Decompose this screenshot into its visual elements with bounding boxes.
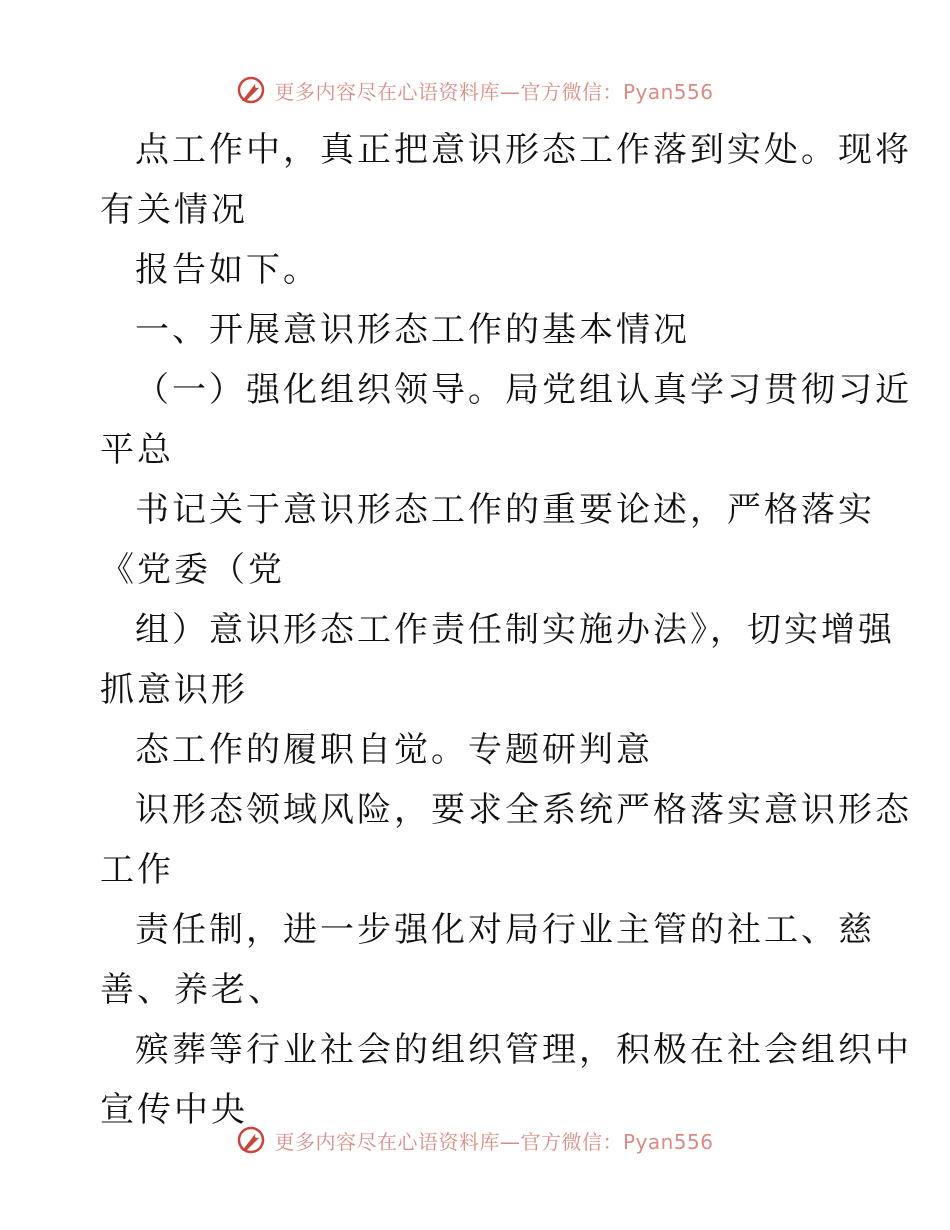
pen-nib-logo-icon: [236, 1125, 266, 1155]
text-line: （一）强化组织领导。局党组认真学习贯彻习近: [135, 370, 912, 410]
text-line: 善、养老、: [100, 970, 285, 1010]
text-line: 点工作中，真正把意识形态工作落到实处。现将: [135, 130, 912, 170]
text-line: 抓意识形: [100, 670, 248, 710]
text-line: 识形态领域风险，要求全系统严格落实意识形态: [135, 790, 912, 830]
text-line: 工作: [100, 850, 174, 890]
text-line: 宣传中央: [100, 1090, 248, 1130]
text-line: 《党委（党: [100, 550, 285, 590]
text-line: 报告如下。: [135, 250, 320, 290]
text-line: 组）意识形态工作责任制实施办法》，切实增强: [135, 610, 895, 650]
footer-watermark: [0, 1120, 950, 1160]
header-watermark: [0, 70, 950, 110]
text-line: 态工作的履职自觉。专题研判意: [135, 730, 653, 770]
text-line: 平总: [100, 430, 174, 470]
text-line: 殡葬等行业社会的组织管理，积极在社会组织中: [135, 1030, 912, 1070]
text-line: 责任制，进一步强化对局行业主管的社工、慈: [135, 910, 875, 950]
section-heading: 一、开展意识形态工作的基本情况: [135, 310, 690, 350]
watermark-text: 更多内容尽在心语资料库—官方微信：Pyan556: [274, 1129, 714, 1154]
document-body: [0, 120, 950, 1140]
text-line: 有关情况: [100, 190, 248, 230]
watermark-text: 更多内容尽在心语资料库—官方微信：Pyan556: [274, 79, 714, 104]
pen-nib-logo-icon: [236, 75, 266, 105]
text-line: 书记关于意识形态工作的重要论述，严格落实: [135, 490, 875, 530]
